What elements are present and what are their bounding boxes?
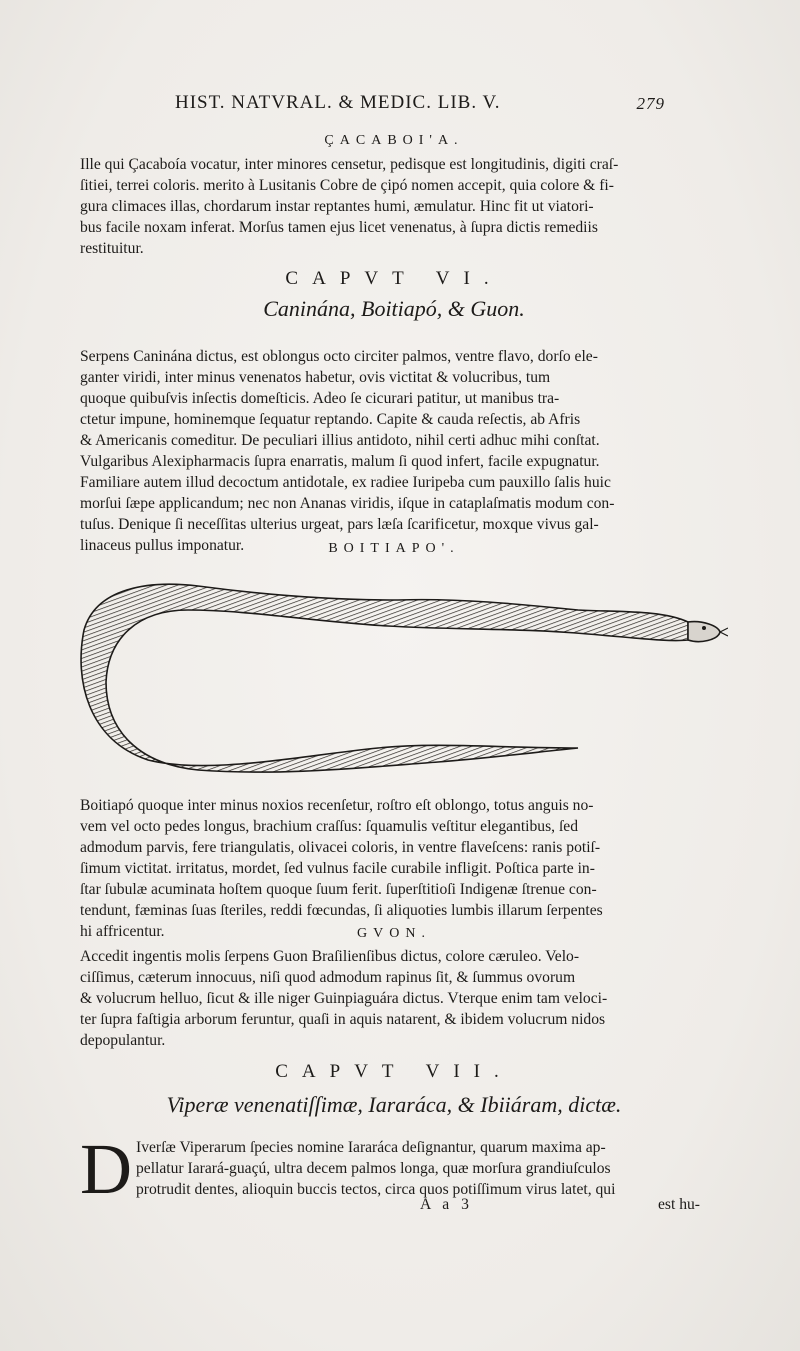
text-line: & Americanis comeditur. De peculiari illius antidoto, nihil certi adhuc mihi conſtat.: [80, 432, 600, 449]
page-number: 279: [636, 94, 665, 113]
text-line: ſitiei, terrei coloris. merito à Lusitanis Cobre de çipó nomen accepit, quia colore & fi-: [80, 177, 614, 194]
text-line: ciſſimus, cæterum innocuus, niſi quod admodum rapinus ſit, & ſummus ovorum: [80, 969, 576, 986]
text-line: quoque quibuſvis inſectis domeſticis. Adeo ſe cicurari patitur, ut manibus tra-: [80, 390, 560, 407]
running-title: HIST. NATVRAL. & MEDIC. LIB. V.: [175, 92, 501, 113]
section-title-cacaboia: ÇACABOI'A.: [324, 133, 464, 148]
chapter-heading-6: CAPVT VI.: [285, 268, 503, 289]
paragraph-guon: [80, 946, 708, 1051]
text-line: tendunt, fæminas ſuas ſteriles, reddi fœcundas, ſi aliquoties lumbis illarum ſerpentes: [80, 902, 603, 919]
chapter-subtitle-6: Caninána, Boitiapó, & Guon.: [263, 296, 525, 321]
text-line: admodum parvis, fere triangulatis, olivacei coloris, in ventre flaveſcens: ranis potiſ-: [80, 839, 601, 856]
section-title-guon: GVON.: [357, 926, 431, 941]
text-line: Boitiapó quoque inter minus noxios recenſetur, roſtro eſt oblongo, totus anguis no-: [80, 797, 594, 814]
text-line: pellatur Iarará-guaçú, ultra decem palmos longa, quæ morſura grandiuſculos: [136, 1160, 611, 1177]
text-line: hi affricentur.: [80, 923, 165, 940]
text-line: Serpens Caninána dictus, est oblongus octo circiter palmos, ventre flavo, dorſo ele-: [80, 348, 598, 365]
text-line: ganter viridi, inter minus venenatos habetur, ovis victitat & volucribus, tum: [80, 369, 551, 386]
snake-illustration: [78, 570, 728, 780]
figure-title-boitiapo: BOITIAPO'.: [328, 541, 460, 556]
text-line: ctetur impune, hominemque ſequatur reptando. Capite & cauda reſectis, ab Afris: [80, 411, 581, 428]
text-line: ſtar ſubulæ acuminata hoſtem quoque ſuum ferit. ſuperſtitioſi Indigenæ ſtrenue con-: [80, 881, 597, 898]
text-line: depopulantur.: [80, 1032, 166, 1049]
signature-mark: A a 3: [420, 1196, 473, 1213]
text-line: ſimum victitat. irritatus, mordet, ſed vulnus facile curabile infligit. Poſtica parte in-: [80, 860, 595, 877]
text-line: Familiare autem illud decoctum antidotale, ex radiee Iuripeba cum pauxillo ſalis huic: [80, 474, 611, 491]
catchword: est hu-: [657, 1196, 700, 1213]
running-header: [175, 92, 665, 118]
paragraph-caninana: [80, 346, 708, 556]
text-line: bus facile noxam inferat. Morſus tamen ejus licet venenatus, à ſupra dictis remediis: [80, 219, 598, 236]
text-line: & volucrum helluo, ſicut & ille niger Guinpiaguára dictus. Vterque enim tam veloci-: [80, 990, 608, 1007]
text-line: Ille qui Çacaboía vocatur, inter minores censetur, pedisque est longitudinis, digiti craſ-: [80, 156, 619, 173]
paragraph-boitiapo: [80, 795, 708, 942]
text-line: restituitur.: [80, 240, 144, 257]
text-line: vem vel octo pedes longus, brachium craſſus: ſquamulis veſtitur elegantibus, ſed: [80, 818, 579, 835]
text-line: ter ſupra faſtigia arborum feruntur, quaſi in aquis natarent, & ibidem volucrum nidos: [80, 1011, 606, 1028]
text-line: tuſus. Denique ſi neceſſitas ulterius urgeat, pars læſa ſcarificetur, moxque vivus gal-: [80, 516, 599, 533]
text-line: protrudit dentes, alioquin buccis tectos, circa quos potiſſimum virus latet, qui: [136, 1181, 616, 1198]
chapter-heading-7: CAPVT VII.: [275, 1061, 513, 1082]
text-line: Iverſæ Viperarum ſpecies nomine Iararáca deſignantur, quarum maxima ap-: [136, 1139, 606, 1156]
dropcap-d: D: [80, 1129, 132, 1209]
paragraph-cacaboia: [80, 154, 708, 259]
text-line: linaceus pullus imponatur.: [80, 537, 245, 554]
text-line: Vulgaribus Alexipharmacis ſupra enarratis, malum ſi quod infert, facile expugnatur.: [80, 453, 600, 470]
text-line: morſui ſæpe applicandum; nec non Ananas viridis, iſque in cataplaſmatis modum con-: [80, 495, 615, 512]
chapter-subtitle-7: Viperæ venenatiſſimæ, Iararáca, & Ibiiáram, dictæ.: [166, 1092, 622, 1117]
text-line: Accedit ingentis molis ſerpens Guon Braſilienſibus dictus, colore cæruleo. Velo-: [80, 948, 580, 965]
text-line: gura climaces illas, chordarum instar reptantes humi, æmulatur. Hinc fit ut viatori-: [80, 198, 594, 215]
